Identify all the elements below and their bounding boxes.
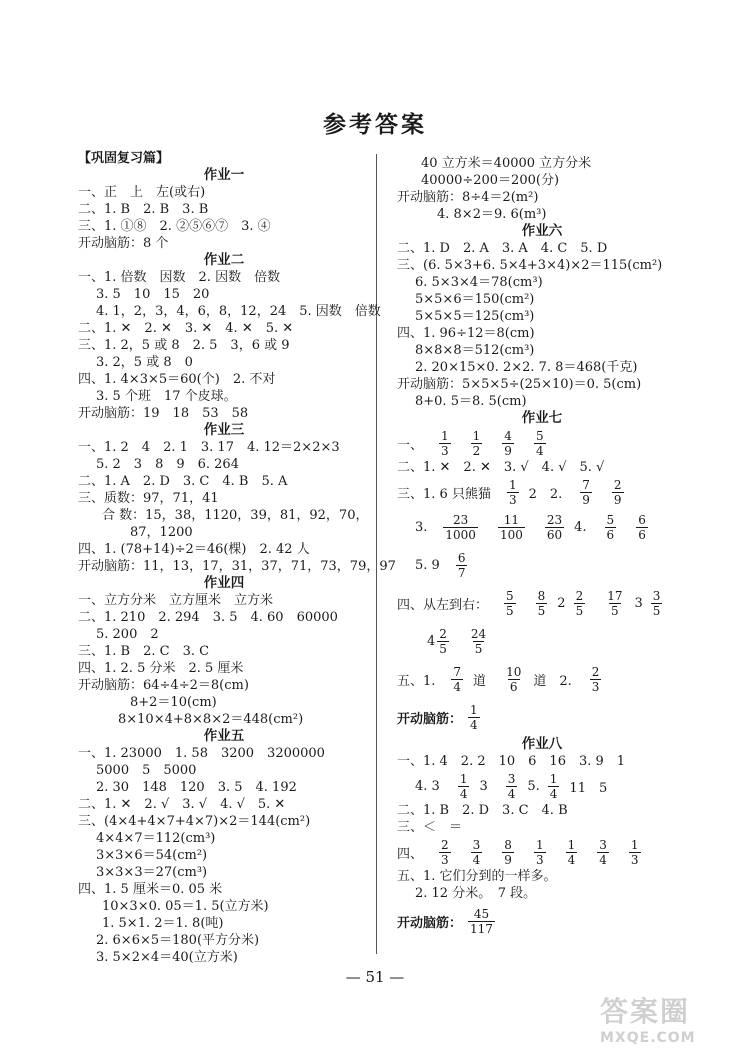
answer-line: 3. 2，5 或 8 0 bbox=[96, 355, 193, 370]
hw3-heading: 作业三 bbox=[203, 422, 245, 438]
answer-line: 三、质数：97，71，41 bbox=[78, 491, 219, 506]
fraction-row bbox=[397, 584, 687, 622]
page-title: 参考答案 bbox=[323, 111, 427, 138]
row-text: 4. bbox=[574, 519, 587, 535]
answer-line: 一、1. 2 4 2. 1 3. 17 4. 12＝2×2×3 bbox=[78, 440, 340, 455]
row-label: 五、1. bbox=[397, 673, 436, 689]
answer-line: 5×5×6＝150(cm²) bbox=[415, 292, 535, 307]
fraction: $\frac{1}{3}$ bbox=[630, 837, 639, 867]
fraction-row bbox=[397, 660, 687, 698]
row-text: 道 bbox=[473, 673, 487, 689]
answer-line: 开动脑筋：8 个 bbox=[78, 236, 169, 251]
answer-line: 三、1. ①⑧ 2. ②⑤⑥⑦ 3. ④ bbox=[78, 219, 271, 234]
fraction: $\frac{5}{6}$ bbox=[606, 512, 615, 542]
row-label: 四、 bbox=[397, 846, 424, 862]
answer-line: 二、1. ✕ 2. √ 3. √ 4. √ 5. ✕ bbox=[78, 797, 286, 812]
hw8-heading: 作业八 bbox=[521, 736, 563, 752]
answer-line: 二、1. 210 2. 294 3. 5 4. 60 60000 bbox=[78, 610, 338, 625]
answer-line: 三、(4×4+4×7+4×7)×2＝144(cm²) bbox=[78, 814, 311, 829]
hw2-heading: 作业二 bbox=[203, 252, 245, 268]
answer-line: 二、1. ✕ 2. ✕ 3. √ 4. √ 5. √ bbox=[397, 460, 605, 475]
answer-line: 一、1. 倍数 因数 2. 因数 倍数 bbox=[78, 270, 281, 285]
column-divider bbox=[376, 154, 377, 954]
fraction-row bbox=[397, 476, 687, 508]
fraction: $\frac{5}{5}$ bbox=[506, 588, 514, 618]
fraction: $\frac{2}{3}$ bbox=[441, 837, 449, 867]
answer-line: 二、1. ✕ 2. ✕ 3. ✕ 4. ✕ 5. ✕ bbox=[78, 321, 294, 336]
right-column bbox=[397, 155, 687, 940]
answer-line: 5×5×5＝125(cm³) bbox=[415, 309, 535, 324]
answer-line: 三、(6. 5×3+6. 5×4+3×4)×2＝115(cm²) bbox=[397, 258, 663, 273]
answer-line: 开动脑筋：8÷4＝2(m²) bbox=[397, 190, 539, 205]
watermark-text: 答案圈 bbox=[600, 995, 691, 1028]
answer-line: 5. 2 3 8 9 6. 264 bbox=[96, 457, 239, 472]
answer-line: 3×3×6＝54(cm²) bbox=[96, 848, 208, 863]
answer-line: 一、正 上 左(或右) bbox=[78, 185, 206, 200]
fraction: $\frac{1}{2}$ bbox=[472, 428, 481, 458]
answer-line: 二、1. A 2. D 3. C 4. B 5. A bbox=[78, 474, 288, 489]
fraction-row bbox=[397, 427, 687, 459]
answer-line: 合 数：15，38，1120，39，81，92，70， bbox=[102, 508, 369, 523]
fraction-row bbox=[397, 622, 687, 660]
fraction: $\frac{10}{6}$ bbox=[506, 664, 522, 694]
fraction: $\frac{2}{3}$ bbox=[591, 664, 600, 694]
fraction-row bbox=[397, 770, 687, 802]
watermark-logo bbox=[600, 990, 745, 1050]
row-text: 3 bbox=[479, 778, 488, 794]
answer-line: 3. 5 个班 17 个皮球。 bbox=[96, 389, 237, 404]
answer-line: 四、1. 4×3×5＝60(个) 2. 不对 bbox=[78, 372, 276, 387]
fraction: $\frac{1}{3}$ bbox=[508, 477, 517, 507]
fraction: $\frac{45}{117}$ bbox=[470, 906, 493, 936]
fraction: $\frac{23}{60}$ bbox=[546, 512, 563, 542]
row-text: 道 2. bbox=[533, 673, 572, 689]
fraction-row bbox=[397, 546, 687, 584]
hw7-heading: 作业七 bbox=[521, 410, 563, 426]
answer-line: 三、＜ ＝ bbox=[397, 820, 463, 835]
fraction-row bbox=[397, 836, 687, 868]
fraction: $\frac{6}{6}$ bbox=[638, 512, 646, 542]
answer-line: 1. 5×1. 2＝1. 8(吨) bbox=[102, 916, 224, 931]
answer-line: 4×4×7＝112(cm³) bbox=[96, 831, 216, 846]
answer-line: 8+0. 5＝8. 5(cm) bbox=[415, 394, 527, 409]
answer-line: 87，1200 bbox=[130, 525, 193, 540]
whole-number: 3 bbox=[634, 595, 643, 611]
answer-line: 开动脑筋：64÷4÷2＝8(cm) bbox=[78, 678, 249, 693]
fraction-row bbox=[397, 698, 687, 736]
answer-line: 开动脑筋：5×5×5÷(25×10)＝0. 5(cm) bbox=[397, 377, 642, 392]
answer-line: 二、1. D 2. A 3. A 4. C 5. D bbox=[397, 241, 608, 256]
left-column bbox=[78, 150, 396, 966]
answer-line: 一、1. 23000 1. 58 3200 3200000 bbox=[78, 746, 325, 761]
fraction-row bbox=[397, 902, 687, 940]
answer-line: 一、立方分米 立方厘米 立方米 bbox=[78, 593, 274, 608]
answer-line: 2. 12 分米。 7 段。 bbox=[415, 886, 537, 901]
fraction: $\frac{3}{4}$ bbox=[472, 837, 481, 867]
answer-line: 3×3×3＝27(cm³) bbox=[96, 865, 208, 880]
answer-line: 8+2＝10(cm) bbox=[130, 695, 217, 710]
fraction: $\frac{1}{3}$ bbox=[535, 837, 544, 867]
row-label: 5. 9 bbox=[415, 557, 440, 573]
answer-line: 开动脑筋：19 18 53 58 bbox=[78, 406, 249, 421]
fraction: $\frac{7}{4}$ bbox=[453, 664, 462, 694]
hw1-heading: 作业一 bbox=[203, 167, 245, 183]
row-label: 一、 bbox=[397, 437, 424, 453]
answer-line: 3. 5×2×4＝40(立方米) bbox=[96, 950, 238, 965]
fraction: $\frac{1}{4}$ bbox=[459, 771, 468, 801]
answer-line: 2. 30 148 120 3. 5 4. 192 bbox=[96, 780, 297, 795]
answer-line: 40000÷200＝200(分) bbox=[421, 173, 560, 188]
row-label: 开动脑筋： bbox=[397, 915, 463, 931]
fraction: $\frac{17}{5}$ bbox=[607, 588, 623, 618]
whole-number: 4 bbox=[427, 633, 436, 649]
answer-line: 一、1. 4 2. 2 10 6 16 3. 9 1 bbox=[397, 754, 626, 769]
fraction: $\frac{1}{4}$ bbox=[567, 837, 576, 867]
answer-line: 2. 20×15×0. 2×2. 7. 8＝468(千克) bbox=[415, 360, 638, 375]
whole-number: 2 bbox=[557, 595, 566, 611]
fraction: $\frac{2}{5}$ bbox=[575, 588, 584, 618]
page-number: — 51 — bbox=[345, 968, 405, 986]
fraction: $\frac{3}{4}$ bbox=[507, 771, 516, 801]
answer-line: 8×10×4+8×8×2＝448(cm²) bbox=[118, 712, 304, 727]
answer-line: 40 立方米＝40000 立方分米 bbox=[421, 156, 592, 171]
fraction: $\frac{1}{4}$ bbox=[470, 702, 478, 732]
answer-line: 二、1. B 2. B 3. B bbox=[78, 202, 209, 217]
fraction: $\frac{11}{100}$ bbox=[499, 512, 523, 542]
answer-line: 2. 6×6×5＝180(平方分米) bbox=[96, 933, 260, 948]
answer-line: 8×8×8＝512(cm³) bbox=[415, 343, 535, 358]
answer-line: 4. 8×2＝9. 6(m³) bbox=[437, 207, 547, 222]
fraction-row bbox=[397, 508, 687, 546]
fraction: $\frac{6}{7}$ bbox=[457, 550, 466, 580]
answer-line: 6. 5×3×4＝78(cm³) bbox=[415, 275, 543, 290]
fraction: $\frac{3}{5}$ bbox=[652, 588, 661, 618]
fraction: $\frac{7}{9}$ bbox=[582, 477, 590, 507]
row-label: 三、1. 6 只熊猫 bbox=[397, 486, 491, 502]
answer-line: 3. 5 10 15 20 bbox=[96, 287, 210, 302]
fraction: $\frac{8}{5}$ bbox=[537, 588, 546, 618]
answer-line: 4. 1，2，3，4，6，8，12，24 5. 因数 倍数 bbox=[96, 304, 381, 319]
answer-line: 二、1. B 2. D 3. C 4. B bbox=[397, 803, 568, 818]
row-text: 11 5 bbox=[569, 780, 608, 796]
answer-line: 四、1. 96÷12＝8(cm) bbox=[397, 326, 535, 341]
row-label: 四、从左到右： bbox=[397, 597, 489, 613]
row-text: 4. 3 bbox=[415, 778, 440, 794]
fraction: $\frac{8}{9}$ bbox=[504, 837, 512, 867]
answer-line: 5. 200 2 bbox=[96, 627, 159, 642]
row-label: 3. bbox=[415, 519, 428, 535]
row-text: 5. bbox=[527, 778, 540, 794]
answer-line: 5000 5 5000 bbox=[96, 763, 197, 778]
answer-line: 10×3×0. 05＝1. 5(立方米) bbox=[102, 899, 269, 914]
row-label: 开动脑筋： bbox=[397, 711, 463, 727]
answer-line: 三、1. B 2. C 3. C bbox=[78, 644, 210, 659]
answer-line: 五、1. 它们分到的一样多。 bbox=[397, 869, 557, 884]
fraction: $\frac{23}{1000}$ bbox=[445, 512, 476, 542]
section-heading: 【巩固复习篇】 bbox=[78, 151, 170, 166]
watermark-url: MXQE.COM bbox=[600, 1030, 696, 1046]
answer-line: 三、1. 2，5 或 8 2. 5 3，6 或 9 bbox=[78, 338, 290, 353]
fraction: $\frac{5}{4}$ bbox=[535, 428, 544, 458]
fraction: $\frac{2}{9}$ bbox=[613, 477, 622, 507]
row-text: 2 2. bbox=[528, 486, 563, 502]
answer-line: 开动脑筋：11，13，17，31，37，71，73，79，97 bbox=[78, 559, 396, 574]
fraction: $\frac{3}{4}$ bbox=[599, 837, 607, 867]
hw4-heading: 作业四 bbox=[203, 575, 245, 591]
hw6-heading: 作业六 bbox=[521, 223, 563, 239]
answer-line: 四、1. 2. 5 分米 2. 5 厘米 bbox=[78, 661, 244, 676]
hw5-heading: 作业五 bbox=[203, 728, 245, 744]
fraction: $\frac{1}{4}$ bbox=[549, 771, 558, 801]
fraction: $\frac{1}{3}$ bbox=[441, 428, 449, 458]
fraction: $\frac{2}{5}$ bbox=[439, 626, 447, 656]
fraction: $\frac{24}{5}$ bbox=[470, 626, 487, 656]
answer-line: 四、1. 5 厘米＝0. 05 米 bbox=[78, 882, 223, 897]
fraction: $\frac{4}{9}$ bbox=[504, 428, 512, 458]
answer-line: 四、1. (78+14)÷2＝46(棵) 2. 42 人 bbox=[78, 542, 310, 557]
